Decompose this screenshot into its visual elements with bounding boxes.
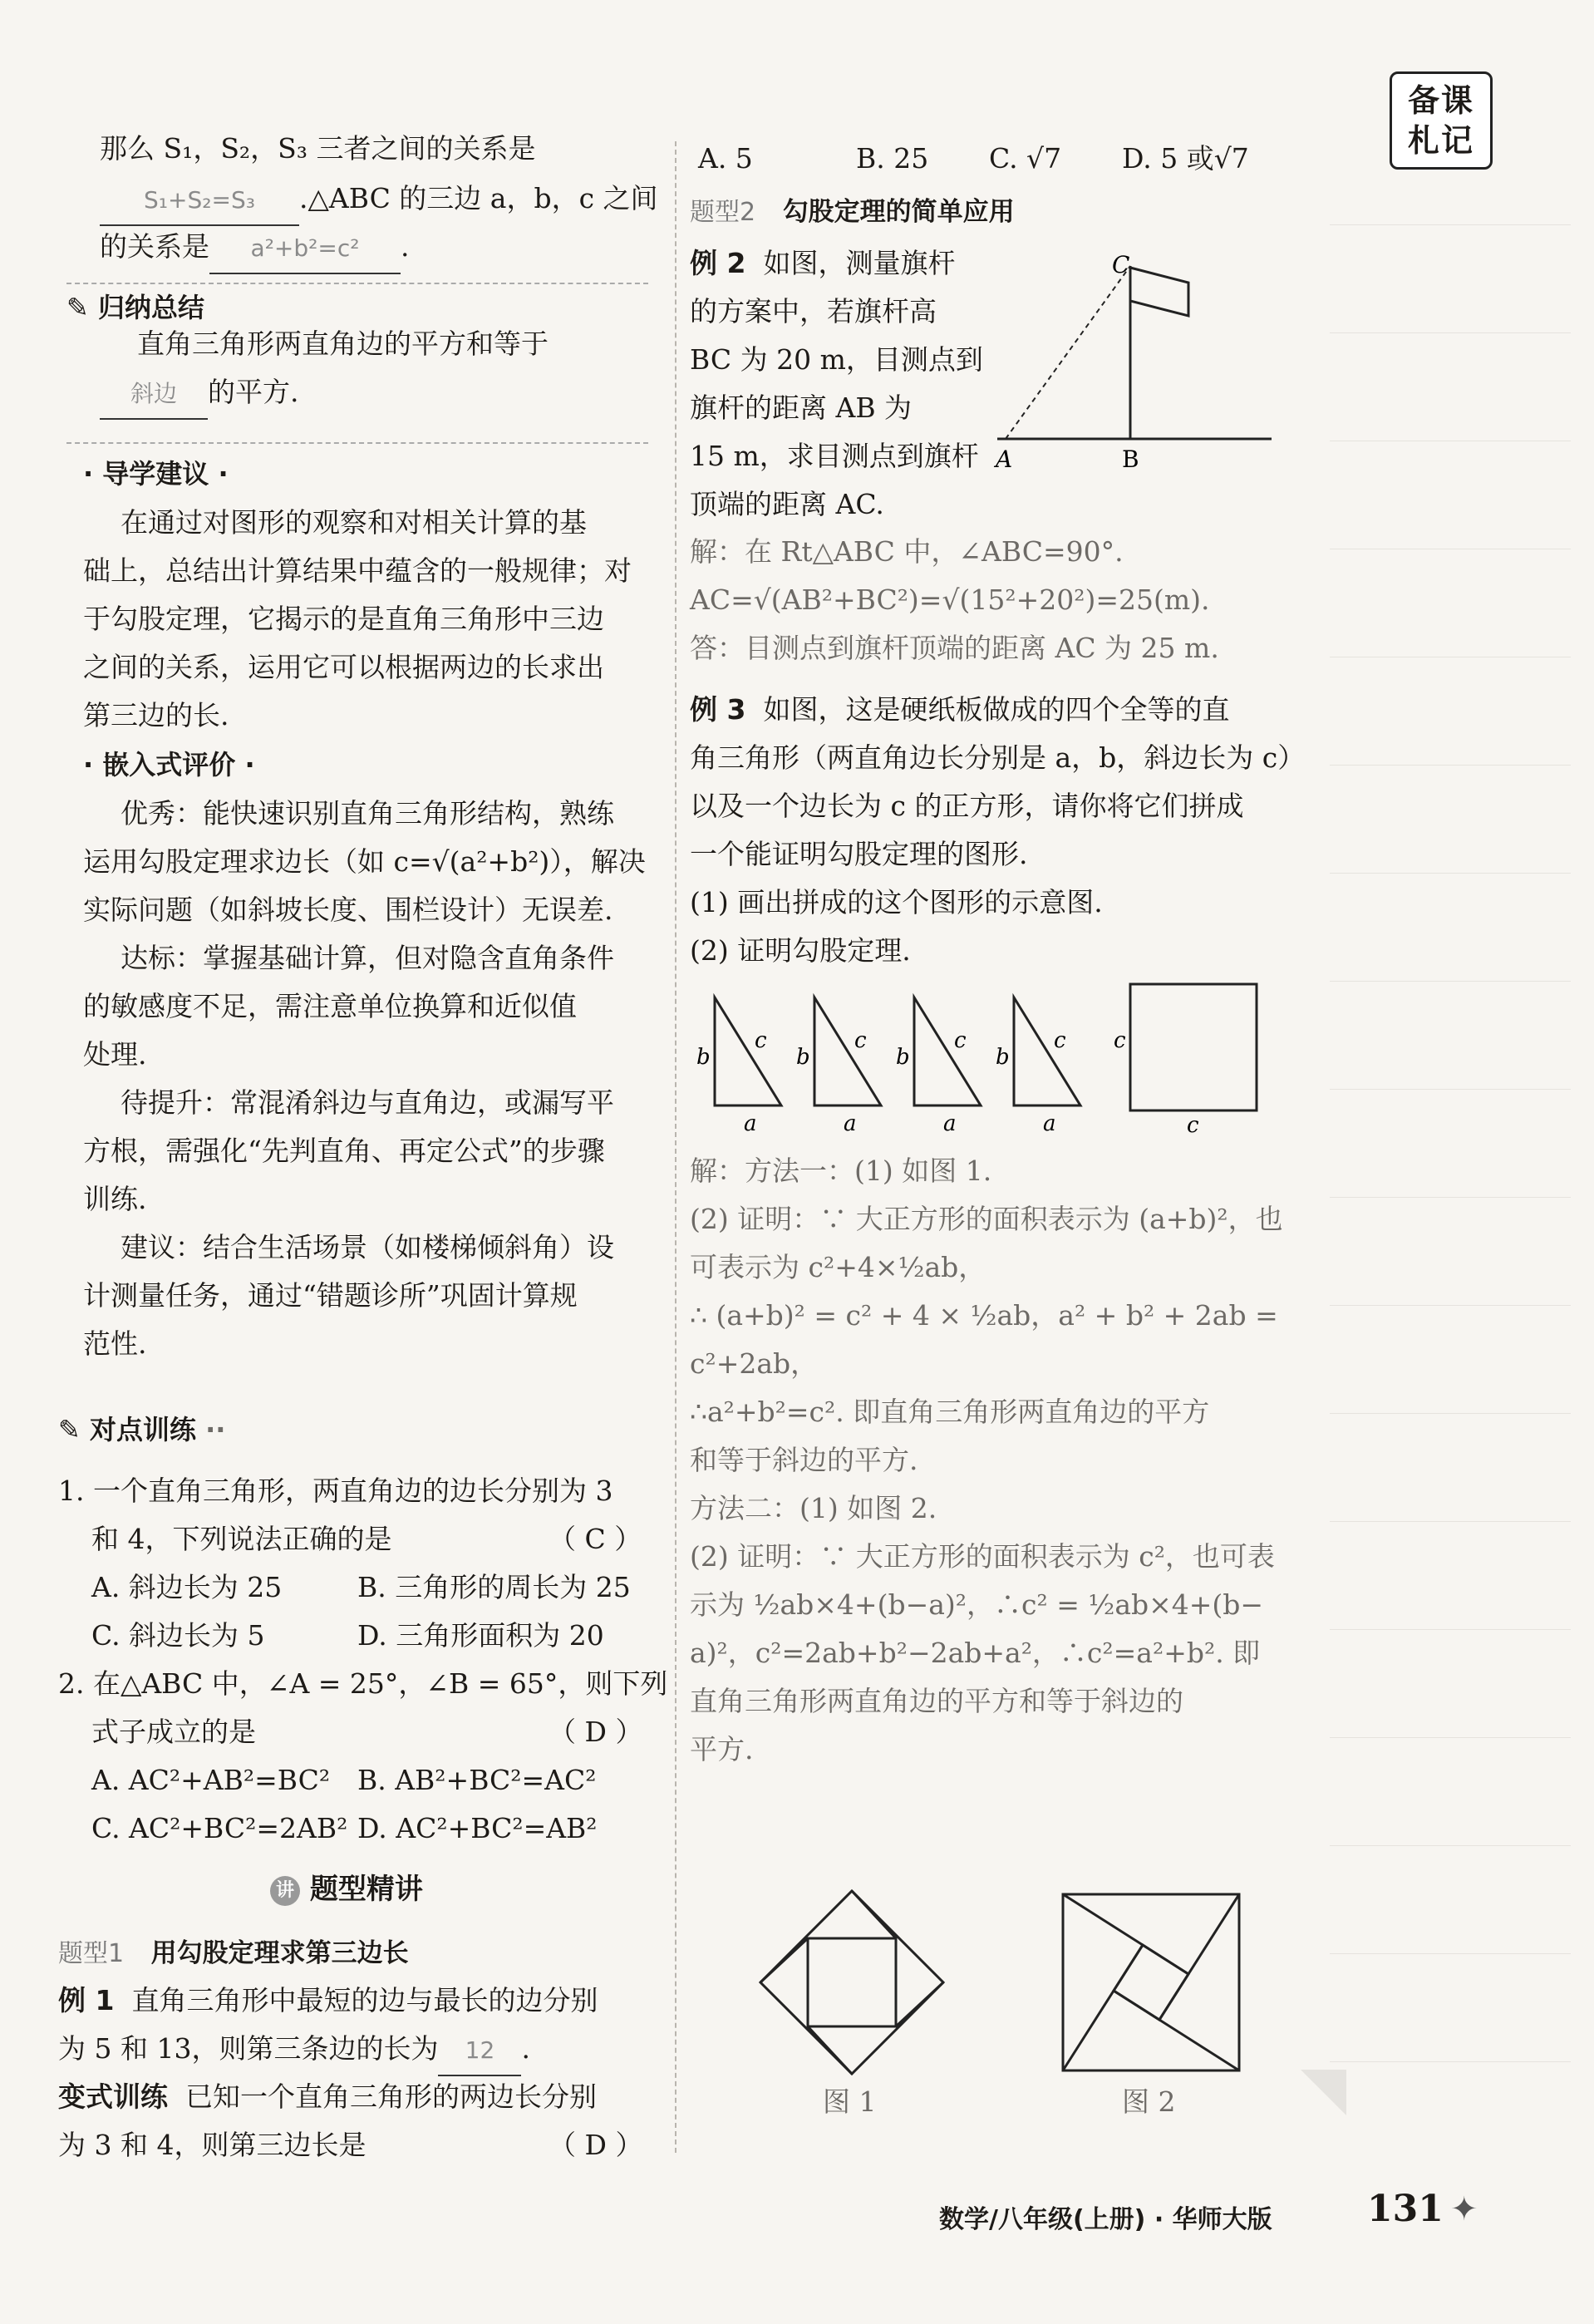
intro-line-3: 的关系是 a²+b²=c² .: [100, 223, 410, 274]
q2-line-1: 2. 在△ABC 中，∠A = 25°，∠B = 65°，则下列: [58, 1667, 668, 1700]
q1-option-a: A. 斜边长为 25: [91, 1571, 283, 1603]
answer-blank: S₁+S₂=S₃: [100, 176, 299, 226]
q2-option-d: D. AC²+BC²=AB²: [357, 1812, 598, 1844]
svg-text:b: b: [996, 1045, 1010, 1070]
svg-text:c: c: [1187, 1113, 1199, 1138]
flagpole-diagram: [989, 249, 1272, 474]
svg-text:b: b: [896, 1045, 910, 1070]
type1-header: [58, 1928, 409, 1978]
answer-blank: 斜边: [100, 370, 208, 420]
square-c: [1114, 984, 1257, 1138]
summary-line-2: 斜边 的平方.: [100, 368, 299, 420]
type2-title: 勾股定理的简单应用: [782, 197, 1015, 227]
point-c-label: C: [1112, 251, 1130, 278]
sight-line: [1006, 266, 1130, 439]
type1-title: 用勾股定理求第三边长: [150, 1938, 409, 1968]
intro-line-2: [100, 175, 658, 226]
q2-answer: （ D ）: [549, 1716, 643, 1748]
svg-text:c: c: [755, 1028, 767, 1053]
sparkle-icon: ✦: [1450, 2190, 1478, 2228]
guide-text: 在通过对图形的观察和对相关计算的基 础上，总结出计算结果中蕴含的一般规律；对 于勾股定理，它揭示的是直角三角形中三边 之间的关系，运用它可以根据两边的长求出 第三边的长.: [83, 506, 632, 731]
q1-answer: （ C ）: [549, 1523, 642, 1555]
page-number: 131: [1367, 2188, 1444, 2230]
svg-text:c: c: [954, 1028, 967, 1053]
intro-line-1: 那么 S₁，S₂，S₃ 三者之间的关系是: [100, 132, 536, 165]
type2-tag: 题型2: [690, 198, 756, 227]
svg-text:a: a: [844, 1111, 857, 1136]
ex1-line-2: 为 5 和 13，则第三条边的长为 12 .: [58, 2025, 530, 2076]
ex2-text: 例 2 如图，测量旗杆 的方案中，若旗杆高 BC 为 20 m，目测点到 旗杆的距离 AB 为 15 m，求目测点到旗杆 顶端的距离 AC.: [690, 247, 983, 520]
corner-stamp-text: 备课札记: [1407, 82, 1474, 159]
answer-blank: a²+b²=c²: [209, 224, 401, 274]
q1-line-1: 1. 一个直角三角形，两直角边的边长分别为 3: [58, 1475, 613, 1507]
figure-2-caption: 图 2: [1122, 2085, 1176, 2118]
triangle-3: [896, 997, 981, 1136]
book-icon: 讲: [270, 1876, 300, 1906]
var-answer: （ D ）: [549, 2129, 643, 2161]
answer-blank: 12: [438, 2026, 521, 2076]
intro-text: 的关系是: [100, 230, 209, 263]
flag: [1130, 268, 1188, 316]
column-divider: [675, 141, 676, 2153]
corner-stamp: [1390, 71, 1493, 170]
triangles-and-square: [690, 981, 1288, 1139]
drill-title: ✎ 对点训练 ··: [58, 1414, 226, 1445]
page-curl-decoration: [1301, 2070, 1346, 2115]
point-a-label: A: [996, 446, 1013, 473]
svg-text:b: b: [796, 1045, 810, 1070]
pencil-icon: ✎: [66, 292, 89, 323]
pencil-icon: ✎: [58, 1414, 81, 1445]
triangle-2: [796, 997, 881, 1136]
var-option-b: B. 25: [856, 142, 929, 175]
triangle-4: [996, 997, 1080, 1136]
svg-text:c: c: [1114, 1028, 1126, 1053]
summary-title: ✎ 归纳总结: [66, 287, 213, 325]
q1-line-2: 和 4，下列说法正确的是: [91, 1523, 392, 1555]
q2-line-2: 式子成立的是: [91, 1716, 256, 1748]
q1-option-d: D. 三角形面积为 20: [357, 1619, 604, 1652]
eval-text: 优秀：能快速识别直角三角形结构，熟练 运用勾股定理求边长（如 c=√(a²+b²)），解决 实际问题（如斜坡长度、围栏设计）无误差. 达标：掌握基础计算，但对隐含直角条件 的敏感度不足，需注意单位换算和近似值 处理. 待提升：常混淆斜边与直角边，或漏写平 方根，需强化“先判直角、再定公式”的步骤 训练. 建议：结合生活场景（如楼梯倾斜角）设 计测量任务，通过“错题诊所”巩固计算规 范性.: [83, 797, 646, 1360]
footer-book-title: 数学/八年级(上册) · 华师大版: [939, 2205, 1272, 2234]
q1-option-c: C. 斜边长为 5: [91, 1619, 265, 1652]
type2-header: [690, 187, 1015, 237]
figure-1: [756, 1887, 947, 2078]
svg-text:a: a: [744, 1111, 757, 1136]
ex2-solution: 解：在 Rt△ABC 中，∠ABC=90°. AC=√(AB²+BC²)=√(15²+20²)=25(m). 答：目测点到旗杆顶端的距离 AC 为 25 m.: [690, 535, 1219, 664]
type-lecture-title: 讲 题型精讲: [270, 1866, 423, 1907]
point-b-label: B: [1122, 446, 1139, 473]
svg-text:a: a: [943, 1111, 957, 1136]
var-option-c: C. √7: [989, 142, 1062, 175]
svg-text:b: b: [696, 1045, 711, 1070]
q2-option-a: A. AC²+AB²=BC²: [91, 1764, 331, 1796]
intro-text: .△ABC 的三边 a，b，c 之间: [299, 182, 658, 214]
eval-title: · 嵌入式评价 ·: [83, 749, 255, 780]
svg-text:a: a: [1043, 1111, 1056, 1136]
svg-text:c: c: [1054, 1028, 1066, 1053]
ex1-line-1: 例 1 直角三角形中最短的边与最长的边分别: [58, 1984, 598, 2016]
ex3-solution: 解：方法一：(1) 如图 1. (2) 证明：∵ 大正方形的面积表示为 (a+b)²，也 可表示为 c²+4×½ab， ∴ (a+b)² = c² + 4 × ½ab，a² + b² + 2ab = c²+2ab， ∴a²+b²=c². 即直角三角形两直角边的平方 和等于斜边的平方. 方法二：(1) 如图 2. (2) 证明：∵ 大正方形的面积表示为 c²，也可表 示为 ½ab×4+(b−a)²，∴c² = ½ab×4+(b− a)²，c²=2ab+b²−2ab+a²，∴c²=a²+b². 即 直角三角形两直角边的平方和等于斜边的 平方.: [690, 1155, 1283, 1765]
q1-option-b: B. 三角形的周长为 25: [357, 1571, 631, 1603]
ex3-text: 例 3 如图，这是硬纸板做成的四个全等的直 角三角形（两直角边长分别是 a，b，斜边长为 c） 以及一个边长为 c 的正方形，请你将它们拼成 一个能证明勾股定理的图形. (1) 画出拼成的这个图形的示意图. (2) 证明勾股定理.: [690, 693, 1306, 967]
q2-option-c: C. AC²+BC²=2AB²: [91, 1812, 348, 1844]
var-option-d: D. 5 或√7: [1122, 142, 1249, 175]
triangle-1: [696, 997, 781, 1136]
q2-option-b: B. AB²+BC²=AC²: [357, 1764, 597, 1796]
figure-2: [1060, 1891, 1242, 2074]
var-option-a: A. 5: [698, 142, 753, 175]
type1-tag: 题型1: [58, 1939, 125, 1968]
figure-1-caption: 图 1: [823, 2085, 877, 2118]
var-line-2: 为 3 和 4，则第三边长是: [58, 2129, 367, 2161]
guide-title: · 导学建议 ·: [83, 458, 229, 490]
svg-text:c: c: [854, 1028, 867, 1053]
summary-line-1: 直角三角形两直角边的平方和等于: [137, 327, 549, 360]
var-line-1: 变式训练 已知一个直角三角形的两边长分别: [58, 2080, 597, 2113]
